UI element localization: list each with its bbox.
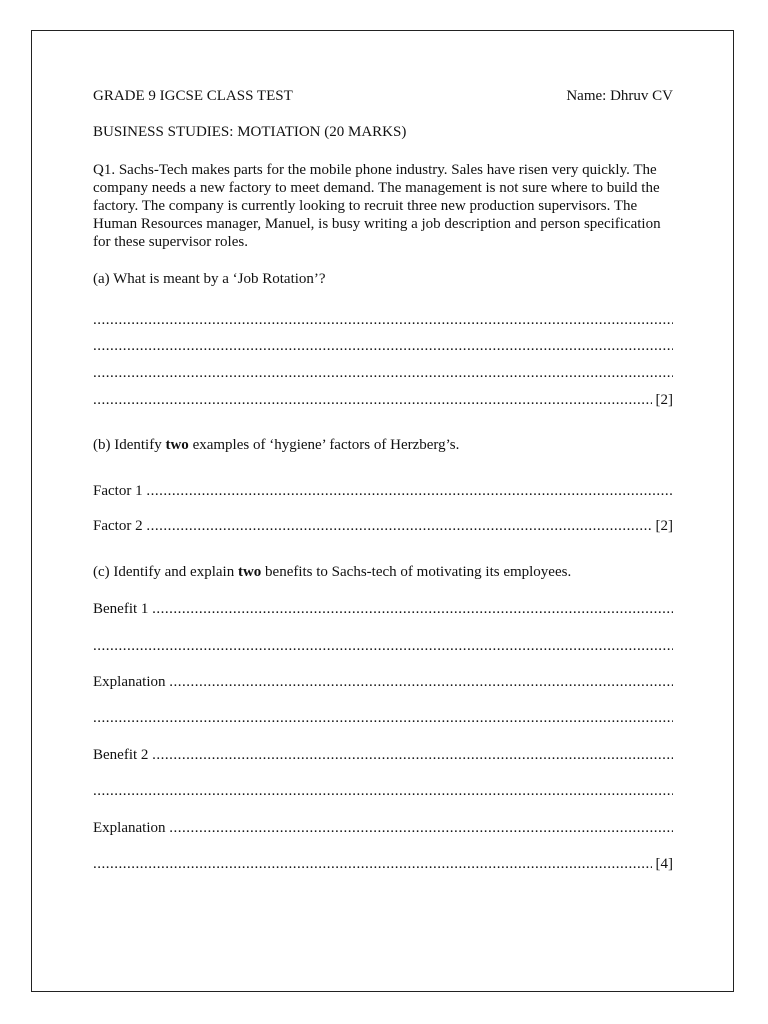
- question-a-prompt: (a) What is meant by a ‘Job Rotation’?: [93, 271, 326, 287]
- factor-2-label: Factor 2: [93, 518, 143, 534]
- answer-line[interactable]: [93, 391, 673, 409]
- student-name: Name: Dhruv CV: [566, 88, 673, 104]
- answer-line[interactable]: [93, 709, 673, 727]
- factor-1-label: Factor 1: [93, 483, 143, 499]
- test-subtitle: BUSINESS STUDIES: MOTIATION (20 MARKS): [93, 124, 407, 140]
- answer-line[interactable]: [93, 637, 673, 655]
- answer-line[interactable]: [93, 337, 673, 355]
- test-header: [93, 87, 673, 105]
- explanation-2-label: Explanation: [93, 820, 166, 836]
- factor-1-line[interactable]: [93, 482, 673, 500]
- explanation-2-line[interactable]: [93, 819, 673, 837]
- question-1-text: Q1. Sachs-Tech makes parts for the mobile phone industry. Sales have risen very quickly. The company needs a new factory to meet demand. The management is not sure where to build the factory. The company is currently looking to recruit three new production supervisors. The Human Resources manager, Manuel, is busy writing a job description and person specification for these supervisor roles.: [93, 162, 661, 250]
- answer-line[interactable]: [93, 311, 673, 329]
- marks-label: [2]: [655, 392, 673, 408]
- benefit-1-line[interactable]: [93, 600, 673, 618]
- benefit-2-line[interactable]: [93, 746, 673, 764]
- benefit-2-label: Benefit 2: [93, 747, 149, 763]
- test-title: GRADE 9 IGCSE CLASS TEST: [93, 88, 293, 104]
- factor-2-line[interactable]: [93, 517, 673, 535]
- explanation-1-label: Explanation: [93, 674, 166, 690]
- answer-line[interactable]: [93, 855, 673, 873]
- marks-label: [2]: [655, 518, 673, 534]
- answer-line[interactable]: [93, 782, 673, 800]
- marks-label: [4]: [655, 856, 673, 872]
- explanation-1-line[interactable]: [93, 673, 673, 691]
- benefit-1-label: Benefit 1: [93, 601, 149, 617]
- question-c-prompt: (c) Identify and explain two benefits to Sachs-tech of motivating its employees.: [93, 564, 572, 580]
- question-b-prompt: (b) Identify two examples of ‘hygiene’ factors of Herzberg’s.: [93, 437, 460, 453]
- answer-line[interactable]: [93, 364, 673, 382]
